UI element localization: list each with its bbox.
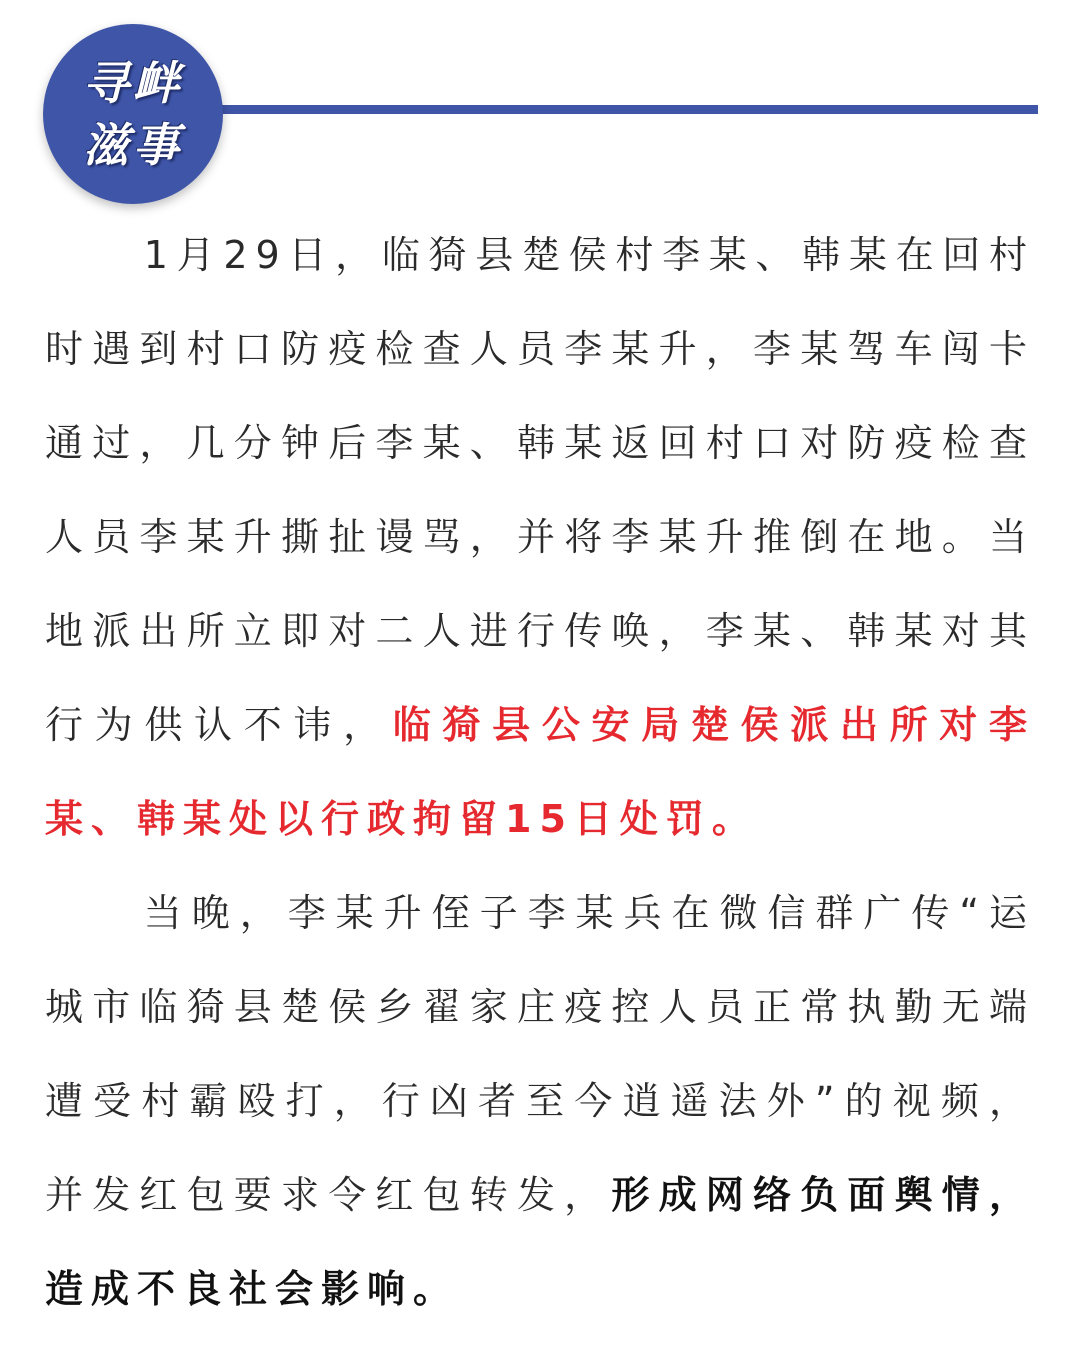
paragraph-aftermath [45, 866, 1035, 1336]
paragraph-incident [45, 208, 1035, 866]
section-badge-line1: 寻衅 [83, 56, 183, 110]
penalty-highlight: 临猗县公安局楚侯派出所对李某、韩某处以行政拘留15日处罚。 [45, 703, 1035, 841]
section-badge-line2: 滋事 [83, 118, 183, 172]
impact-emphasis: 形成网络负面舆情，造成不良社会影响。 [45, 1173, 1035, 1311]
paragraph-aftermath-text: 当晚，李某升侄子李某兵在微信群广传“运城市临猗县楚侯乡翟家庄疫控人员正常执勤无端遭受村霸殴打，行凶者至今逍遥法外”的视频，并发红包要求令红包转发， [45, 891, 1035, 1217]
paragraph-incident-text: 1月29日，临猗县楚侯村李某、韩某在回村时遇到村口防疫检查人员李某升，李某驾车闯卡通过，几分钟后李某、韩某返回村口对防疫检查人员李某升撕扯谩骂，并将李某升推倒在地。当地派出所立即对二人进行传唤，李某、韩某对其行为供认不讳， [45, 233, 1035, 747]
header-divider-line [150, 105, 1038, 114]
section-badge [43, 24, 223, 204]
